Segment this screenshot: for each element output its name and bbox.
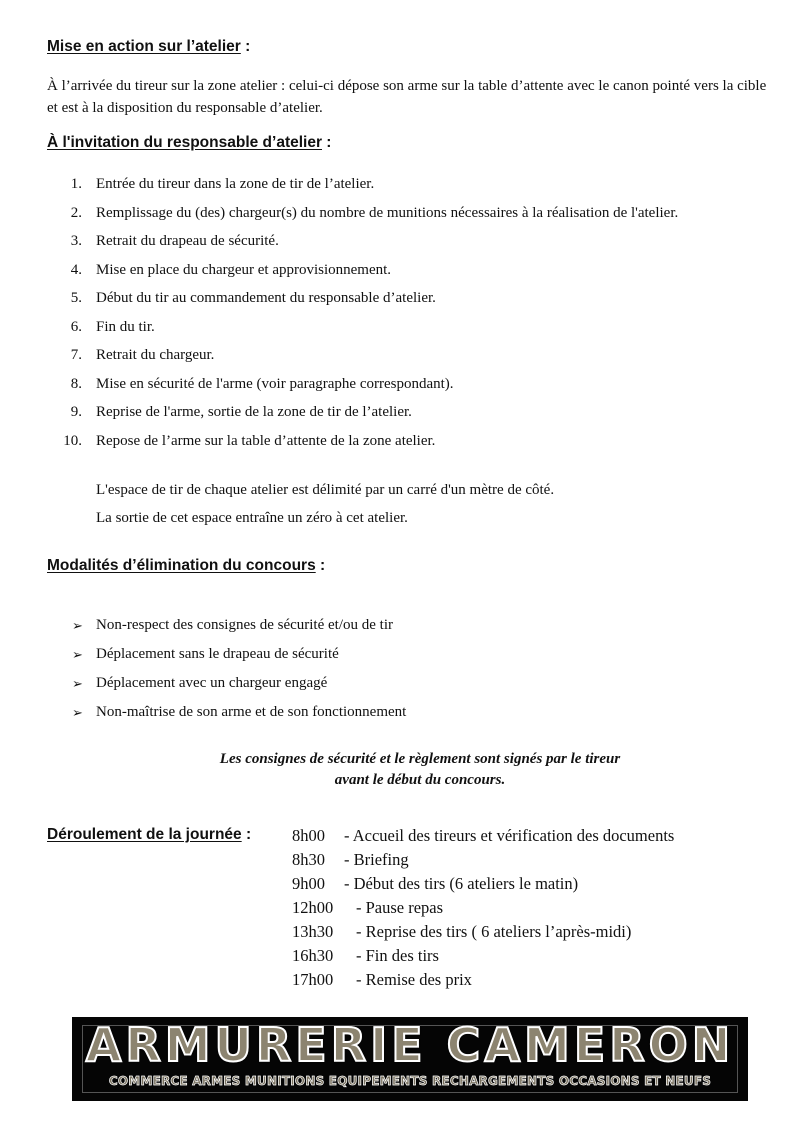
shooting-area-note: L'espace de tir de chaque atelier est délimité par un carré d'un mètre de côté. bbox=[96, 482, 555, 498]
arrow-bullet-icon: ➢ bbox=[72, 676, 83, 691]
arrow-bullet-icon: ➢ bbox=[72, 618, 83, 633]
safety-notice: Les consignes de sécurité et le règlement sont signés par le tireur avant le début du concours. bbox=[219, 751, 621, 788]
arrow-bullet-icon: ➢ bbox=[72, 705, 83, 720]
banner-subtitle: COMMERCE ARMES MUNITIONS EQUIPEMENTS RECHARGEMENTS OCCASIONS ET NEUFS bbox=[108, 1074, 712, 1088]
arrival-paragraph: À l’arrivée du tireur sur la zone atelier : celui-ci dépose son arme sur la table d’attente avec le canon pointé vers la cible et est à la disposition du responsable d’atelier. bbox=[47, 78, 767, 116]
section-heading-invitation: À l'invitation du responsable d’atelier : bbox=[47, 134, 332, 151]
exit-penalty-note: La sortie de cet espace entraîne un zéro à cet atelier. bbox=[96, 510, 408, 526]
section-heading-mise-en-action: Mise en action sur l’atelier : bbox=[47, 38, 251, 55]
arrow-bullet-icon: ➢ bbox=[72, 647, 83, 662]
banner-title: ARMURERIE CAMERON bbox=[85, 1018, 735, 1072]
sponsor-banner bbox=[72, 1017, 748, 1101]
section-heading-elimination: Modalités d’élimination du concours : bbox=[47, 557, 326, 574]
section-heading-schedule: Déroulement de la journée : bbox=[47, 826, 252, 843]
